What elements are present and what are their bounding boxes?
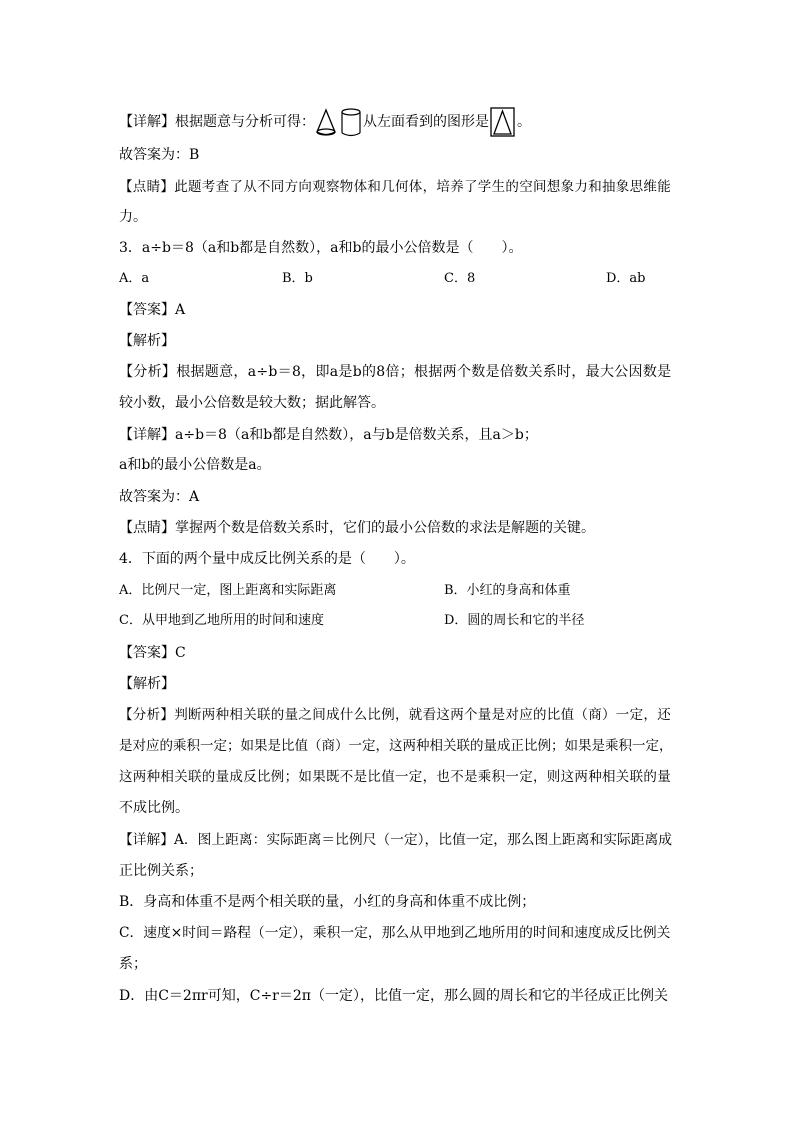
q4-option-d: D．圆的周长和它的半径 — [444, 613, 585, 628]
q4-analysis-line-3: 这两种相关联的量成反比例；如果既不是比值一定，也不是乘积一定，则这两种相关联的量 — [119, 769, 671, 785]
q4-option-a: A．比例尺一定，图上距离和实际距离 — [119, 583, 337, 598]
left-view-figure — [489, 107, 517, 137]
question-4: 4．下面的两个量中成反比例关系的是（ ）。 — [119, 551, 415, 567]
q4-analysis-line-4: 不成比例。 — [119, 800, 189, 816]
detail-text-prefix: 【详解】根据题意与分析可得： — [119, 114, 315, 130]
q3-final-answer: 故答案为：A — [119, 489, 200, 505]
q4-analysis-line-1: 【分析】判断两种相关联的量之间成什么比例，就看这两个量是对应的比值（商）一定，还 — [119, 707, 671, 723]
detail-text-middle: 从左面看到的图形是 — [363, 114, 489, 130]
detail-text-end: 。 — [517, 114, 531, 130]
q3-detail-line-2: a和b的最小公倍数是a。 — [119, 457, 271, 473]
q4-option-c: C．从甲地到乙地所用的时间和速度 — [119, 613, 324, 628]
q3-option-d: D．ab — [606, 271, 646, 286]
q4-detail-line-5: 系； — [119, 956, 147, 972]
q4-detail-line-1: 【详解】A．图上距离：实际距离＝比例尺（一定），比值一定，那么图上距离和实际距离成 — [119, 832, 673, 848]
q4-analysis-heading: 【解析】 — [119, 676, 175, 692]
q4-detail-line-6: D．由C＝2πr可知，C÷r＝2π（一定），比值一定，那么圆的周长和它的半径成正比例关 — [119, 988, 668, 1004]
q3-option-b: B．b — [282, 271, 313, 286]
q4-detail-line-4: C．速度×时间＝路程（一定），乘积一定，那么从甲地到乙地所用的时间和速度成反比例关 — [119, 925, 671, 941]
q3-detail-line-1: 【详解】a÷b＝8（a和b都是自然数），a与b是倍数关系，且a＞b； — [119, 427, 538, 443]
answer-line: 故答案为：B — [119, 147, 200, 163]
q3-analysis-line-1: 【分析】根据题意，a÷b＝8，即a是b的8倍；根据两个数是倍数关系时，最大公因数是 — [119, 364, 672, 380]
q4-option-b: B．小红的身高和体重 — [444, 583, 571, 598]
detail-line-figures — [119, 107, 531, 137]
cone-and-cylinder-figure — [315, 107, 363, 137]
q3-option-c: C．8 — [444, 271, 476, 286]
q4-detail-line-3: B．身高和体重不是两个相关联的量，小红的身高和体重不成比例； — [119, 894, 536, 910]
q3-option-a: A．a — [119, 271, 150, 286]
comment-line-2: 力。 — [119, 209, 147, 225]
question-3: 3．a÷b＝8（a和b都是自然数），a和b的最小公倍数是（ ）。 — [119, 240, 523, 256]
q3-analysis-line-2: 较小数，最小公倍数是较大数；据此解答。 — [119, 395, 385, 411]
q3-answer: 【答案】A — [119, 302, 186, 318]
q3-analysis-heading: 【解析】 — [119, 333, 175, 349]
q3-comment: 【点睛】掌握两个数是倍数关系时，它们的最小公倍数的求法是解题的关键。 — [119, 520, 595, 536]
q4-analysis-line-2: 是对应的乘积一定；如果是比值（商）一定，这两种相关联的量成正比例；如果是乘积一定， — [119, 738, 673, 754]
comment-line-1: 【点睛】此题考查了从不同方向观察物体和几何体，培养了学生的空间想象力和抽象思维能 — [119, 179, 671, 195]
q4-detail-line-2: 正比例关系； — [119, 863, 203, 879]
q4-answer: 【答案】C — [119, 645, 186, 661]
